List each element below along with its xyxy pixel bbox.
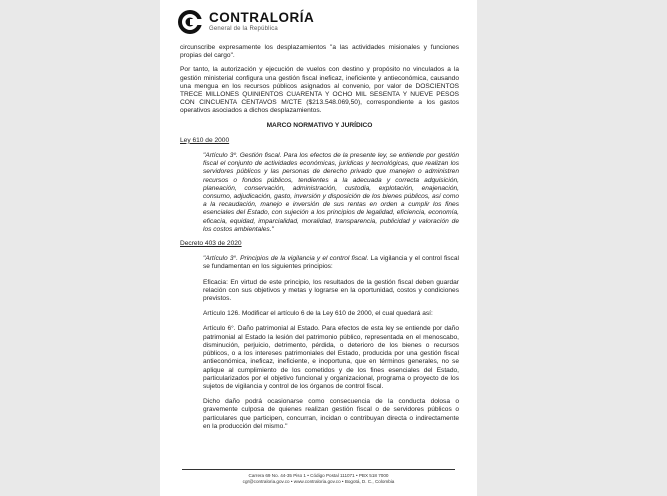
footer-address: Carrera 69 No. 44-35 Piso 1 • Código Postal 111071 • PBX 518 7000 <box>248 473 389 478</box>
decree-dano-paragraph: Dicho daño podrá ocasionarse como consecuencia de la conducta dolosa o gravemente culposa de quienes realizan gestión fiscal o de servidores públicos o particulares que participen, concurran, incidan o contribuyan directa o indirectamente en la producción del mismo." <box>203 398 459 430</box>
decree-article-3-title: "Artículo 3°. Principios de la vigilancia y el control fiscal. <box>203 255 369 263</box>
paragraph-intro: circunscribe expresamente los desplazamientos "a las actividades misionales y funciones propias del cargo". <box>180 44 459 60</box>
decree-article-126: Artículo 126. Modificar el artículo 6 de la Ley 610 de 2000, el cual quedará así: <box>203 310 433 318</box>
decree-article-3-text: La vigilancia y el control fiscal se fundamentan en los siguientes principios: <box>203 255 459 271</box>
decree-eficacia: Eficacia: En virtud de este principio, los resultados de la gestión fiscal deben guardar relación con sus objetivos y metas y lograrse en la oportunidad, costos y condiciones previstos. <box>203 278 459 303</box>
footer-contact: cgr@contraloria.gov.co • www.contraloria.gov.co • Bogotá, D. C., Colombia <box>242 479 395 485</box>
decree-article-6: Artículo 6°. Daño patrimonial al Estado. Para efectos de esta ley se entiende por daño patrimonial al Estado la lesión del patrimonio público, representada en el menoscabo, disminución, perjuicio, detrimento, pérdida, o deterioro de los bienes o recursos públicos, o a los intereses patrimoniales del Estado, producida por una gestión fiscal antieconómica, ineficaz, ineficiente, e inoportuna, que en términos generales, no se aplique al cumplimiento de los cometidos y de los fines esenciales del Estado, particularizados por el objetivo funcional y organizacional, programa o proyecto de los sujetos de vigilancia y control de los órganos de control fiscal. <box>203 325 459 390</box>
section-heading: MARCO NORMATIVO Y JURÍDICO <box>266 121 373 129</box>
contraloria-emblem-icon <box>177 9 203 35</box>
document-page <box>160 0 477 496</box>
page-footer <box>182 469 455 486</box>
org-name: CONTRALORÍA <box>209 10 315 25</box>
decree-403-title: Decreto 403 de 2020 <box>180 240 242 248</box>
law-610-quote: "Artículo 3º. Gestión fiscal. Para los efectos de la presente ley, se entiende por gestión fiscal el conjunto de actividades económicas, jurídicas y tecnológicas, que realizan los servidores públicos y las personas de derecho privado que manejen o administren recursos o fondos públicos, tendientes a la adecuada y correcta adquisición, planeación, conservación, administración, custodia, explotación, enajenación, consumo, adjudicación, gasto, inversión y disposición de los bienes públicos, así como a la recaudación, manejo e inversión de sus rentas en orden a cumplir los fines esenciales del Estado, con sujeción a los principios de legalidad, eficiencia, economía, eficacia, equidad, imparcialidad, moralidad, transparencia, publicidad y valoración de los costos ambientales." <box>203 152 459 233</box>
contraloria-logo <box>177 8 337 36</box>
decree-article-3 <box>203 255 459 271</box>
document-body <box>180 44 459 431</box>
org-subtitle: General de la República <box>209 26 278 32</box>
paragraph-por-tanto: Por tanto, la autorización y ejecución de vuelos con destino y propósito no vinculados a la gestión ministerial configura una gestión fiscal ineficaz, ineficiente y antieconómica, causando una mengua en los recursos públicos asignados al convenio, por valor de DOSCIENTOS TRECE MILLONES QUINIENTOS CUARENTA Y OCHO MIL SESENTA Y NUEVE PESOS CON CINCUENTA CENTAVOS M/CTE ($213.548.069,50), correspondiente a los gastos operativos asociados a dichos desplazamientos. <box>180 66 459 115</box>
law-610-title: Ley 610 de 2000 <box>180 136 230 144</box>
